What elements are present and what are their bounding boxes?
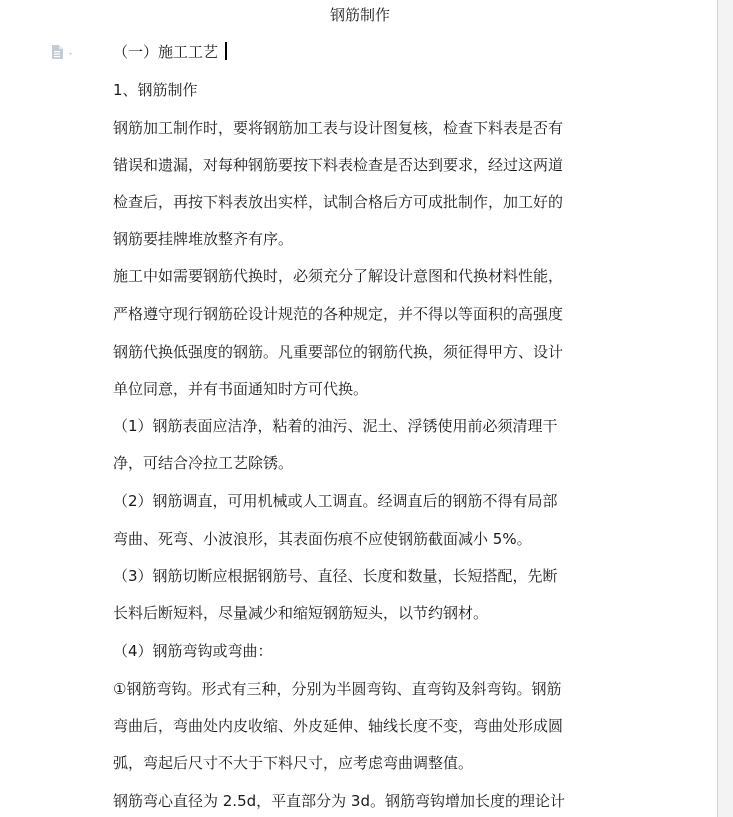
- body-line: 单位同意，并有书面通知时方可代换。: [113, 380, 369, 398]
- body-line: （1）钢筋表面应洁净，粘着的油污、泥土、浮锈使用前必须清理干: [113, 417, 558, 435]
- body-line: 钢筋代换低强度的钢筋。凡重要部位的钢筋代换，须征得甲方、设计: [113, 343, 564, 361]
- body-line: 错误和遗漏，对每种钢筋要按下料表检查是否达到要求，经过这两道: [113, 156, 564, 174]
- body-line: 钢筋要挂牌堆放整齐有序。: [113, 230, 294, 248]
- body-line: 净，可结合冷拉工艺除锈。: [113, 454, 294, 472]
- body-line: 严格遵守现行钢筋砼设计规范的各种规定，并不得以等面积的高强度: [113, 305, 564, 323]
- body-line: 弧，弯起后尺寸不大于下料尺寸，应考虑弯曲调整值。: [113, 754, 474, 772]
- body-line: 施工中如需要钢筋代换时，必须充分了解设计意图和代换材料性能，: [113, 267, 564, 285]
- body-line: 钢筋弯心直径为 2.5d，平直部分为 3d。钢筋弯钩增加长度的理论计: [113, 792, 565, 810]
- body-line: 弯曲、死弯、小波浪形，其表面伤痕不应使钢筋截面减小 5%。: [113, 530, 532, 548]
- section-heading[interactable]: （一）施工工艺: [113, 42, 227, 62]
- body-line: 长料后断短料，尽量减少和缩短钢筋短头，以节约钢材。: [113, 604, 489, 622]
- body-line: 弯曲后，弯曲处内皮收缩、外皮延伸、轴线长度不变，弯曲处形成圆: [113, 717, 564, 735]
- subsection-heading: 1、钢筋制作: [113, 81, 198, 99]
- page-gutter: [718, 0, 733, 817]
- body-line: ①钢筋弯钩。形式有三种，分别为半圆弯钩、直弯钩及斜弯钩。钢筋: [113, 680, 562, 698]
- body-line: （3）钢筋切断应根据钢筋号、直径、长度和数量，长短搭配，先断: [113, 567, 558, 585]
- text-cursor: [225, 42, 227, 60]
- body-line: （4）钢筋弯钩或弯曲：: [113, 642, 273, 660]
- document-title: 钢筋制作: [329, 6, 390, 24]
- document-icon[interactable]: [51, 44, 77, 60]
- body-line: （2）钢筋调直，可用机械或人工调直。经调直后的钢筋不得有局部: [113, 492, 558, 510]
- body-line: 检查后，再按下料表放出实样，试制合格后方可成批制作，加工好的: [113, 193, 564, 211]
- body-line: 钢筋加工制作时，要将钢筋加工表与设计图复核，检查下料表是否有: [113, 119, 564, 137]
